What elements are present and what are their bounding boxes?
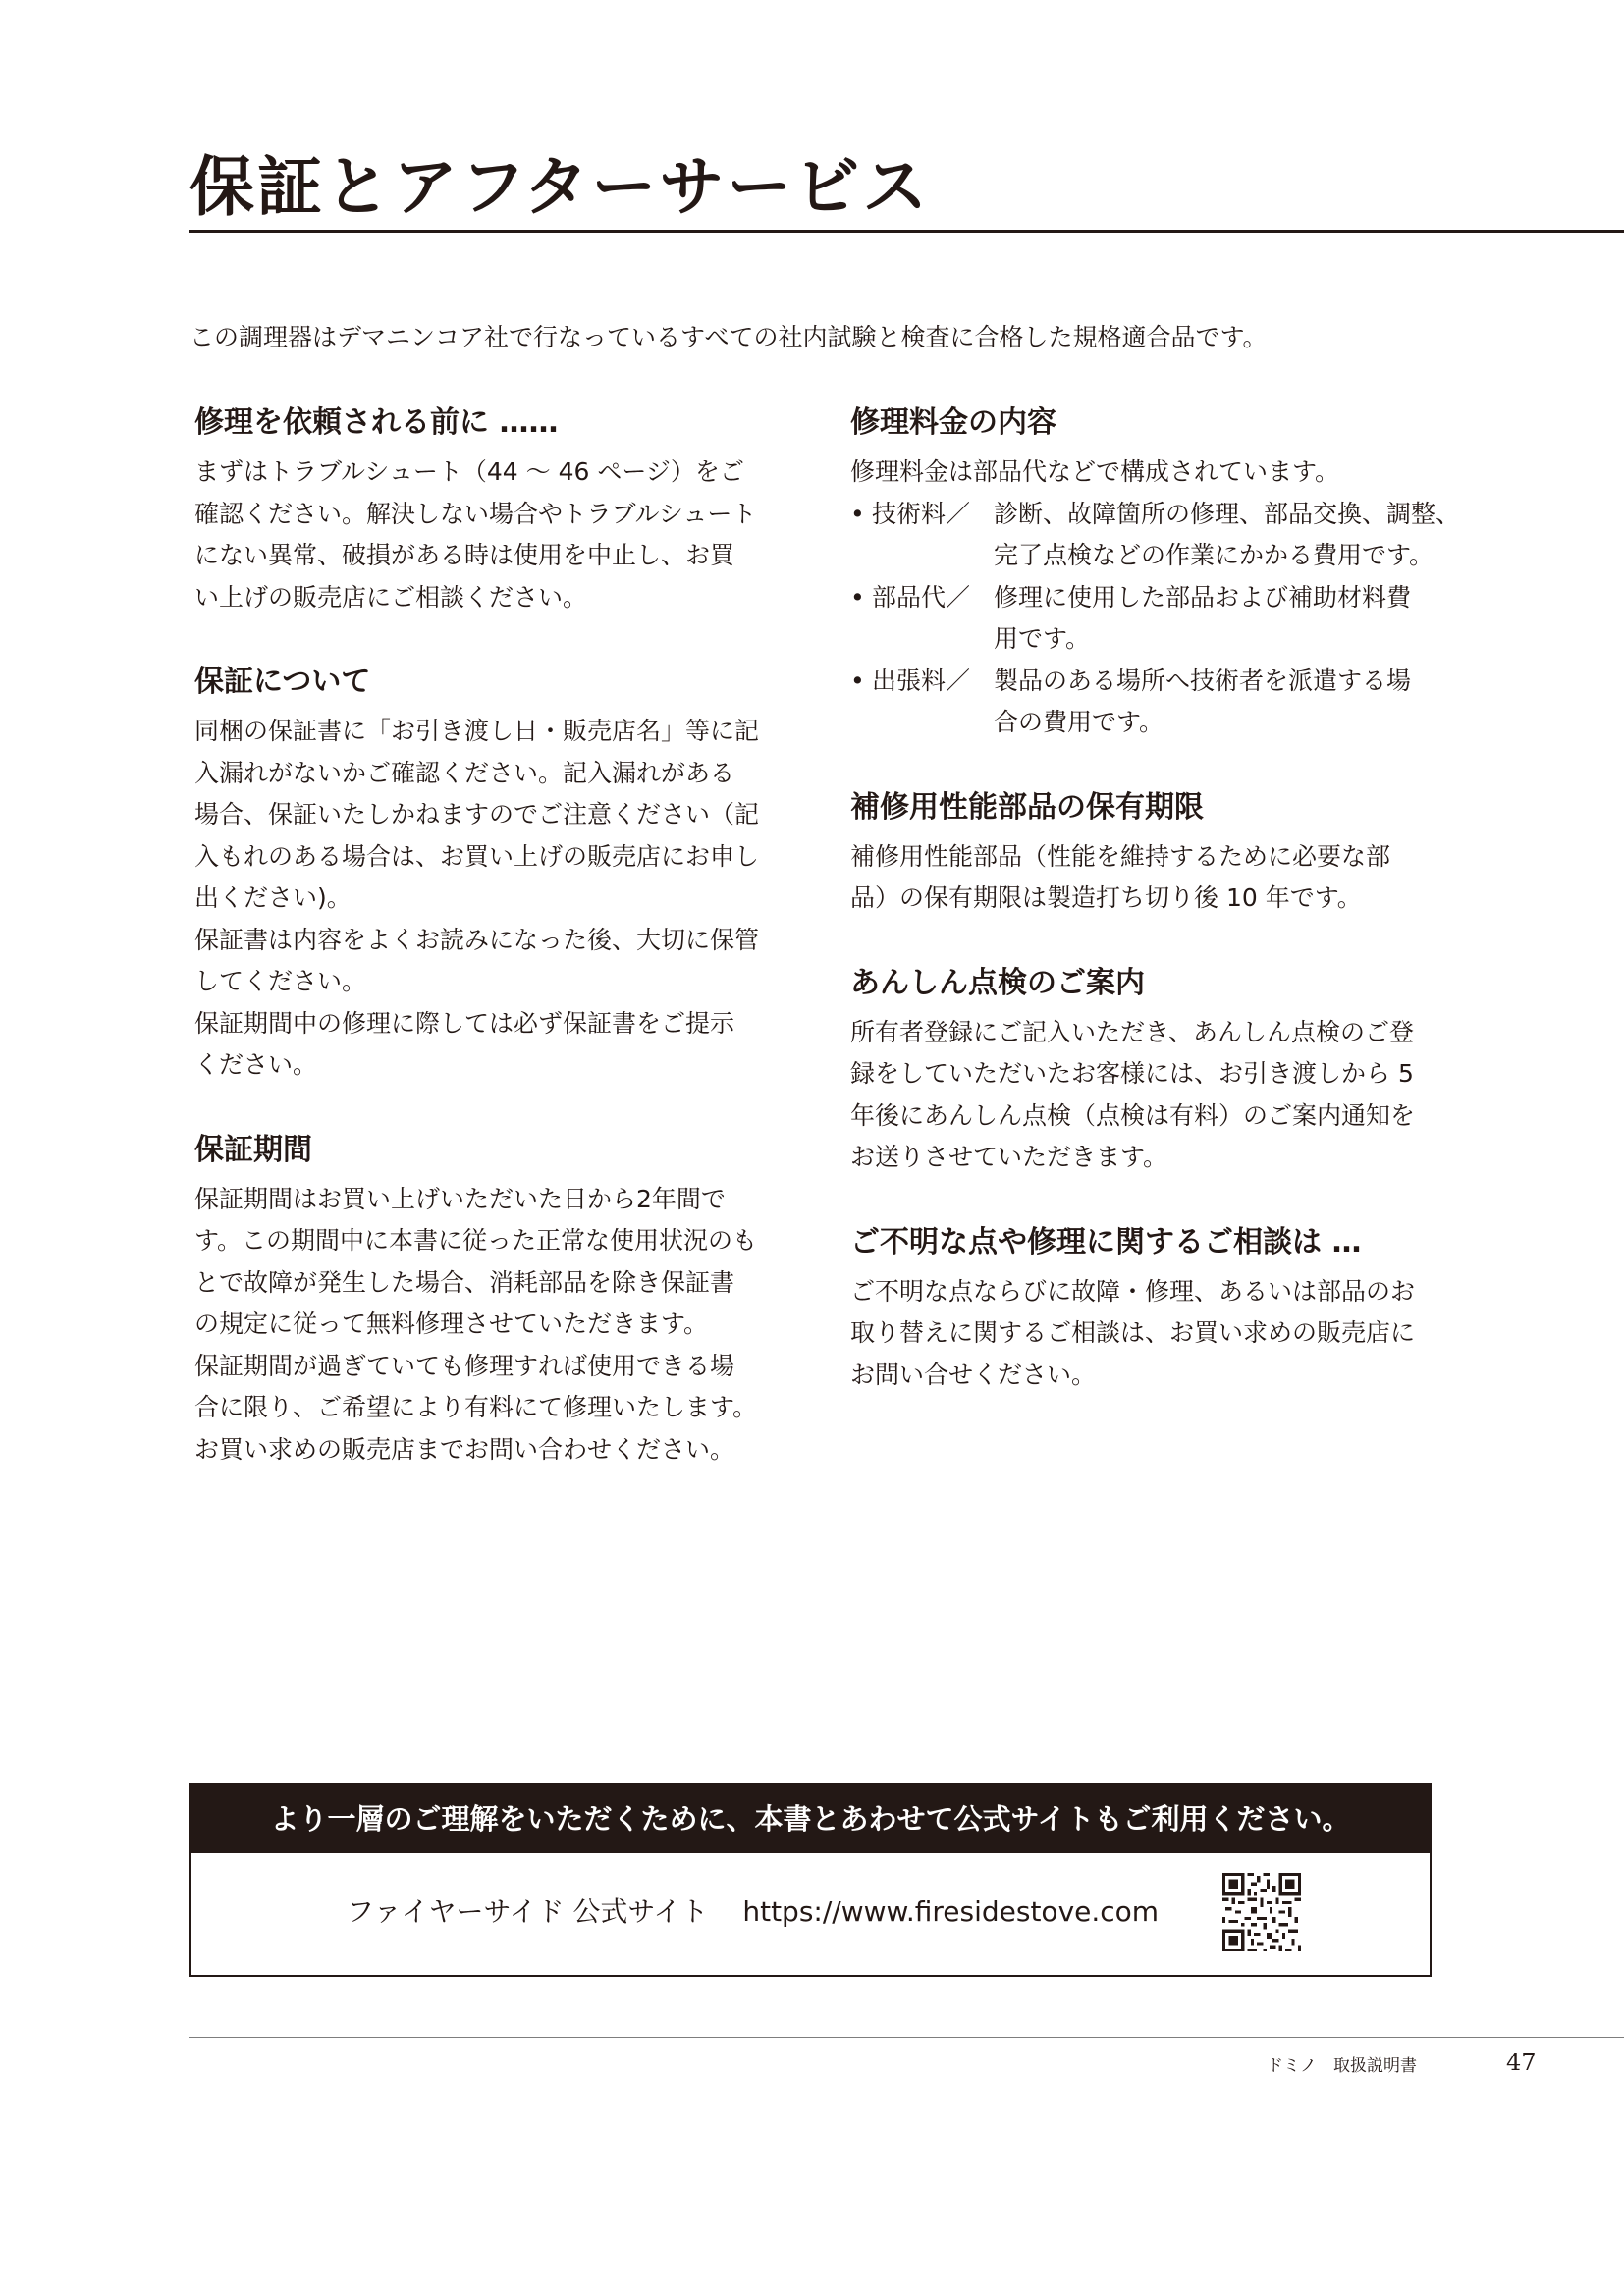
section-safety-check <box>850 963 1439 1179</box>
body-line: 録をしていただいたお客様には、お引き渡しから 5 <box>850 1059 1414 1088</box>
bullet-dot: • <box>850 666 865 695</box>
body-line: 年後にあんしん点検（点検は有料）のご案内通知を <box>850 1100 1416 1130</box>
section-heading: 修理料金の内容 <box>850 405 1056 440</box>
body-line: してください。 <box>194 967 367 995</box>
section-before-repair <box>194 402 784 618</box>
title-rule <box>189 230 1624 233</box>
section-heading: ご不明な点や修理に関するご相談は … <box>850 1224 1362 1259</box>
qr-code-icon[interactable] <box>1222 1873 1301 1951</box>
body-line: の規定に従って無料修理させていただきます。 <box>194 1309 709 1338</box>
right-column <box>850 402 1461 1396</box>
fee-item-technical <box>850 494 1461 577</box>
fee-term: 技術料／ <box>872 499 971 528</box>
body-line: ください。 <box>194 1050 318 1079</box>
fee-list <box>850 494 1461 744</box>
desc-line: 合の費用です。 <box>994 708 1164 736</box>
body-line: 補修用性能部品（性能を維持するために必要な部 <box>850 841 1391 871</box>
desc-line: 完了点検などの作業にかかる費用です。 <box>994 541 1435 569</box>
body-line: 合に限り、ご希望により有料にて修理いたします。 <box>194 1393 758 1421</box>
site-name: ファイヤーサイド 公式サイト <box>347 1896 709 1928</box>
banner-body <box>191 1853 1430 1975</box>
page-number: 47 <box>1506 2049 1537 2076</box>
section-body <box>194 452 784 618</box>
site-url-link[interactable]: https://www.firesidestove.com <box>742 1896 1160 1928</box>
site-info <box>347 1893 1159 1932</box>
fee-desc <box>994 494 1460 577</box>
footer-rule <box>189 2037 1624 2038</box>
body-line: 確認ください。解決しない場合やトラブルシュート <box>194 499 757 528</box>
section-body <box>850 452 1439 494</box>
fee-item-parts <box>850 577 1439 661</box>
body-line: 同梱の保証書に「お引き渡し日・販売店名」等に記 <box>194 717 760 745</box>
body-line: 場合、保証いたしかねますのでご注意ください（記 <box>194 800 760 828</box>
section-heading: 補修用性能部品の保有期限 <box>850 789 1204 825</box>
section-parts-retention <box>850 787 1439 920</box>
section-repair-fee <box>850 402 1461 744</box>
body-line: す。この期間中に本書に従った正常な使用状況のも <box>194 1226 758 1255</box>
footer-doc-title: ドミノ 取扱説明書 <box>1267 2056 1417 2076</box>
left-column <box>194 402 784 1470</box>
fee-term: 部品代／ <box>872 582 971 612</box>
section-heading: 保証について <box>194 665 371 699</box>
desc-line: 用です。 <box>994 624 1091 653</box>
desc-line: 製品のある場所へ技術者を派遣する場 <box>994 666 1412 695</box>
body-line: 入漏れがないかご確認ください。記入漏れがある <box>194 758 735 787</box>
body-line: 品）の保有期限は製造打ち切り後 10 年です。 <box>850 883 1362 912</box>
body-line: 保証書は内容をよくお読みになった後、大切に保管 <box>194 925 760 954</box>
intro-text: この調理器はデマニンコア社で行なっているすべての社内試験と検査に合格した規格適合品です。 <box>189 323 1268 351</box>
fee-desc <box>994 661 1439 744</box>
fee-item-travel <box>850 661 1439 744</box>
body-line: 修理料金は部品代などで構成されています。 <box>850 457 1340 486</box>
body-line: 取り替えに関するご相談は、お買い求めの販売店に <box>850 1318 1416 1347</box>
section-body <box>194 711 784 1087</box>
bullet-dot: • <box>850 499 865 528</box>
section-body <box>850 836 1439 920</box>
section-body <box>850 1012 1439 1179</box>
banner-heading: より一層のご理解をいただくために、本書とあわせて公式サイトもご利用ください。 <box>191 1785 1430 1853</box>
section-warranty-period <box>194 1130 784 1471</box>
body-line: 保証期間中の修理に際しては必ず保証書をご提示 <box>194 1008 735 1038</box>
section-warranty <box>194 662 784 1087</box>
page-title: 保証とアフターサービス <box>189 148 931 225</box>
body-line: お買い求めの販売店までお問い合わせください。 <box>194 1434 735 1464</box>
body-line: 出ください)。 <box>194 883 352 912</box>
bullet-dot: • <box>850 582 865 612</box>
body-line: い上げの販売店にご相談ください。 <box>194 582 588 612</box>
body-line: お送りさせていただきます。 <box>850 1143 1168 1171</box>
body-line: まずはトラブルシュート（44 ～ 46 ページ）をご <box>194 457 744 486</box>
section-heading: 保証期間 <box>194 1132 312 1167</box>
body-line: お問い合せください。 <box>850 1360 1097 1389</box>
body-line: ご不明な点ならびに故障・修理、あるいは部品のお <box>850 1276 1416 1306</box>
section-body <box>194 1179 784 1471</box>
body-line: にない異常、破損がある時は使用を中止し、お買 <box>194 541 735 569</box>
body-line: 入もれのある場合は、お買い上げの販売店にお申し <box>194 841 760 871</box>
fee-term: 出張料／ <box>872 666 971 695</box>
desc-line: 診断、故障箇所の修理、部品交換、調整、 <box>994 499 1461 528</box>
body-line: とで故障が発生した場合、消耗部品を除き保証書 <box>194 1267 735 1297</box>
section-inquiries <box>850 1222 1439 1397</box>
section-heading: 修理を依頼される前に …… <box>194 405 559 440</box>
body-line: 保証期間が過ぎていても修理すれば使用できる場 <box>194 1351 735 1380</box>
section-heading: あんしん点検のご案内 <box>850 965 1145 1000</box>
body-line: 所有者登録にご記入いただき、あんしん点検のご登 <box>850 1017 1415 1046</box>
body-line: 保証期間はお買い上げいただいた日から2年間で <box>194 1184 726 1213</box>
section-body <box>850 1271 1439 1397</box>
desc-line: 修理に使用した部品および補助材料費 <box>994 582 1412 612</box>
official-site-banner <box>189 1783 1432 1977</box>
fee-desc <box>994 577 1439 661</box>
